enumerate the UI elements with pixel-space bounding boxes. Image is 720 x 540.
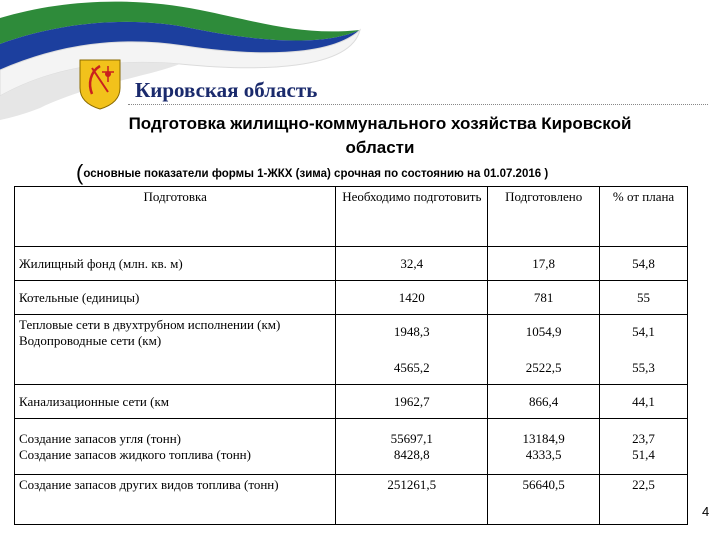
table-row xyxy=(15,385,688,419)
required-value: 251261,5 xyxy=(336,475,488,525)
row-label: Жилищный фонд (млн. кв. м) xyxy=(15,247,336,281)
required-value: 8428,8 xyxy=(393,446,430,462)
done-value: 4333,5 xyxy=(525,446,562,462)
coat-of-arms-icon xyxy=(78,58,122,110)
required-value: 1962,7 xyxy=(336,385,488,419)
required-value: 1948,3 xyxy=(393,323,430,339)
row-label: Создание запасов других видов топлива (тонн) xyxy=(15,475,336,525)
percent-value: 44,1 xyxy=(600,385,688,419)
done-value: 2522,5 xyxy=(525,359,562,375)
required-value: 4565,2 xyxy=(393,359,430,375)
row-label: Создание запасов угля (тонн) xyxy=(19,430,181,446)
header-cell: Подготовка xyxy=(15,187,336,247)
table-row xyxy=(15,247,688,281)
row-label: Тепловые сети в двухтрубном исполнении (км) xyxy=(19,317,281,332)
percent-cell xyxy=(600,315,688,385)
table-row xyxy=(15,315,688,385)
subtitle-text: основные показатели формы 1-ЖКХ (зима) срочная по состоянию на 01.07.2016 ) xyxy=(83,168,549,180)
done-cell xyxy=(488,419,600,475)
page-title-line2: области xyxy=(345,138,415,157)
header-cell: % от плана xyxy=(600,187,688,247)
done-cell xyxy=(488,315,600,385)
percent-value: 55 xyxy=(600,281,688,315)
row-label: Водопроводные сети (км) xyxy=(19,333,162,348)
table-row xyxy=(15,281,688,315)
percent-value: 51,4 xyxy=(632,446,655,462)
header-cell: Необходимо подготовить xyxy=(336,187,488,247)
done-value: 866,4 xyxy=(488,385,600,419)
done-value: 13184,9 xyxy=(522,430,565,446)
required-cell xyxy=(336,419,488,475)
row-label-cell xyxy=(15,419,336,475)
percent-value: 23,7 xyxy=(632,430,655,446)
done-value: 56640,5 xyxy=(488,475,600,525)
done-value: 781 xyxy=(488,281,600,315)
page-subtitle xyxy=(76,160,716,186)
required-value: 55697,1 xyxy=(390,430,433,446)
page-number: 4 xyxy=(702,504,710,519)
indicators-table xyxy=(14,186,688,525)
percent-value: 54,1 xyxy=(632,323,655,339)
row-label: Создание запасов жидкого топлива (тонн) xyxy=(19,446,251,462)
required-value: 1420 xyxy=(336,281,488,315)
table-row xyxy=(15,419,688,475)
percent-value: 55,3 xyxy=(632,359,655,375)
done-value: 17,8 xyxy=(488,247,600,281)
percent-value: 54,8 xyxy=(600,247,688,281)
table-header-row xyxy=(15,187,688,247)
percent-cell xyxy=(600,419,688,475)
page-title-line1: Подготовка жилищно-коммунального хозяйства Кировской xyxy=(128,114,632,133)
region-name: Кировская область xyxy=(135,78,318,102)
done-value: 1054,9 xyxy=(525,323,562,339)
subtitle-paren: ( xyxy=(76,160,84,185)
header-cell: Подготовлено xyxy=(488,187,600,247)
table-row xyxy=(15,475,688,525)
percent-value: 22,5 xyxy=(600,475,688,525)
row-label: Котельные (единицы) xyxy=(15,281,336,315)
required-value: 32,4 xyxy=(336,247,488,281)
row-label: Канализационные сети (км xyxy=(15,385,336,419)
row-label-cell xyxy=(15,315,336,385)
required-cell xyxy=(336,315,488,385)
header-divider xyxy=(128,104,708,105)
